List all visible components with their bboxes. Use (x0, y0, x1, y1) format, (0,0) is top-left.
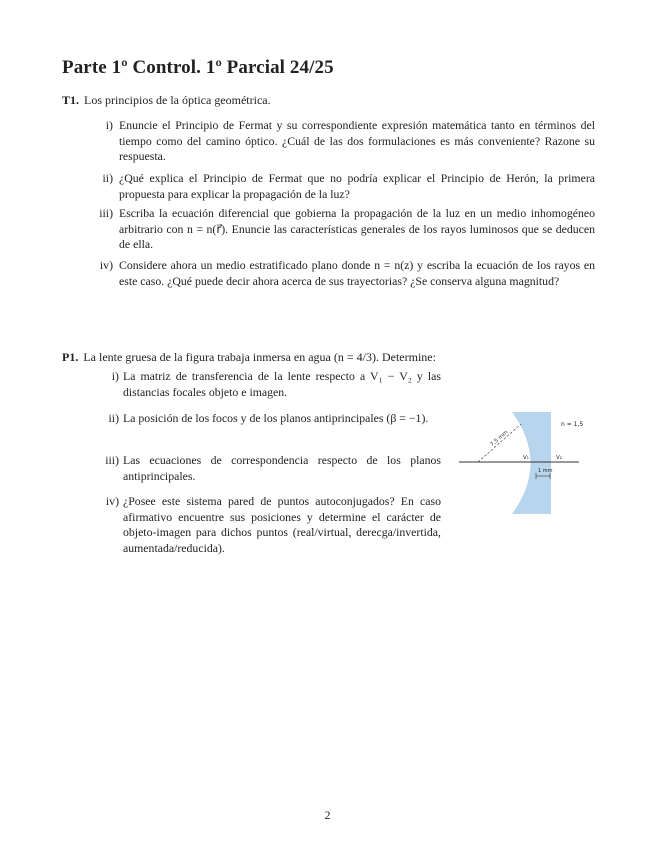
p1-item-4-number: iv) (105, 494, 119, 508)
t1-item-4-text: Considere ahora un medio estratificado plano donde n = n(z) y escriba la ecuación de los rayos en este caso. ¿Qué puede decir ahora acerca de sus trayectorias? ¿Se conserva alguna magnitud? (119, 258, 595, 288)
v2-label: V₂ (556, 455, 562, 461)
p1-heading (62, 350, 436, 365)
t1-item-3-text: Escriba la ecuación diferencial que gobierna la propagación de la luz en un medio inhomogéneo arbitrario con n = n(r⃗). Enuncie las características generales de los rayos luminosos que se deducen de ella. (119, 206, 595, 252)
t1-label: T1. (62, 93, 80, 107)
t1-heading (62, 93, 271, 108)
t1-item-3-number: iii) (99, 206, 113, 220)
p1-label: P1. (62, 350, 79, 364)
t1-item-2-text: ¿Qué explica el Principio de Fermat que no podría explicar el Principio de Herón, la primera propuesta para explicar la propagación de la luz? (119, 171, 595, 201)
thickness-label: 1 mm (538, 468, 553, 474)
radius-line (478, 424, 521, 462)
p1-item-2-number: ii) (108, 411, 119, 425)
t1-item-1-number: i) (105, 118, 113, 132)
lens-body (512, 412, 551, 514)
p1-item-3-text: Las ecuaciones de correspondencia respecto de los planos antiprincipales. (123, 453, 441, 483)
t1-intro: Los principios de la óptica geométrica. (84, 93, 271, 107)
page-title: Parte 1º Control. 1º Parcial 24/25 (62, 57, 334, 78)
v1-label: V₁ (523, 455, 529, 461)
t1-item-4-number: iv) (99, 258, 113, 272)
p1-item-1-text: La matriz de transferencia de la lente respecto a V₁ − V₂ y las distancias focales objeto e imagen. (123, 369, 441, 399)
p1-item-2-text: La posición de los focos y de los planos antiprincipales (β = −1). (123, 411, 429, 425)
thick-lens-figure (455, 408, 585, 520)
p1-item-3-number: iii) (105, 453, 119, 467)
p1-item-1-number: i) (111, 369, 119, 383)
t1-item-1-text: Enuncie el Principio de Fermat y su correspondiente expresión matemática tanto en términos del tiempo como del camino óptico. ¿Cuál de las dos formulaciones es más conveniente? Razone su respuesta. (119, 118, 595, 164)
t1-item-2-number: ii) (102, 171, 113, 185)
page-number: 2 (324, 808, 331, 822)
p1-item-4-text: ¿Posee este sistema pared de puntos autoconjugados? En caso afirmativo encuentre sus posiciones y determine el carácter de objeto-imagen para dichos puntos (real/virtual, derecga/invertida, aumentada/reducida). (123, 494, 441, 555)
refractive-index-label: n = 1,5 (561, 421, 584, 428)
radius-label: 7,5 mm (489, 429, 510, 448)
p1-intro: La lente gruesa de la figura trabaja inmersa en agua (n = 4/3). Determine: (83, 350, 436, 364)
